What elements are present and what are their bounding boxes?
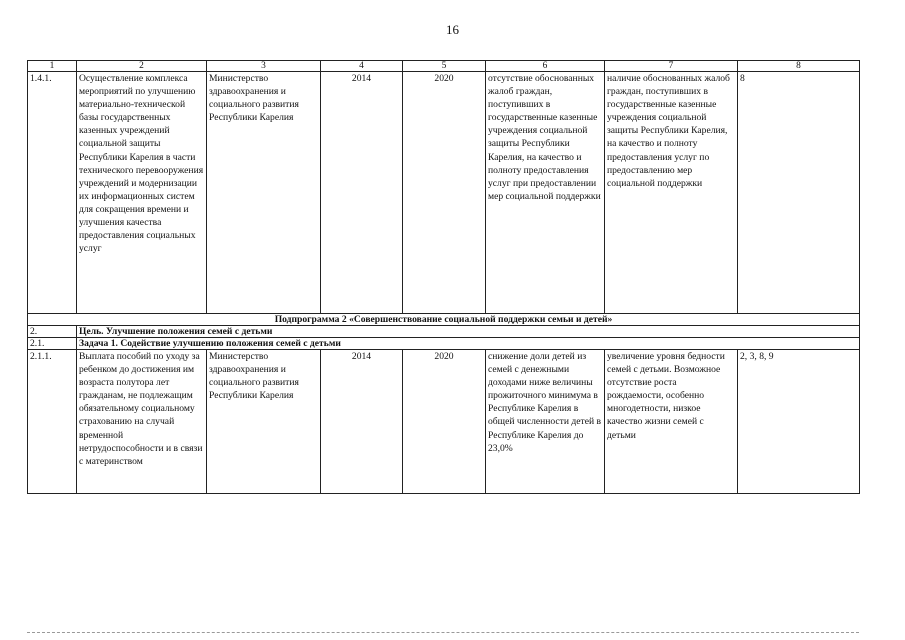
executor: Министерство здравоохранения и социального развития Республики Карелия bbox=[207, 72, 321, 314]
non-implementation-consequence: увеличение уровня бедности семей с детьми. Возможное отсутствие роста рождаемости, особенно многодетности, низкое качество жизни семей с детьми bbox=[605, 350, 738, 494]
page-number: 16 bbox=[446, 22, 459, 37]
header-cell: 5 bbox=[403, 61, 486, 72]
header-row bbox=[28, 61, 860, 72]
expected-result: снижение доли детей из семей с денежными доходами ниже величины прожиточного минимума в Республике Карелия в общей численности детей в Республике Карелия до 23,0% bbox=[486, 350, 605, 494]
goal-text: Цель. Улучшение положения семей с детьми bbox=[77, 326, 860, 338]
table-row-2-1-1 bbox=[28, 350, 860, 494]
expected-result: отсутствие обоснованных жалоб граждан, поступивших в государственные казенные учреждения социальной защиты Республики Карелия, на качество и полноту предоставления услуг при предоставлении мер социальной поддержки bbox=[486, 72, 605, 314]
header-cell: 1 bbox=[28, 61, 77, 72]
goal-number: 2. bbox=[28, 326, 77, 338]
executor: Министерство здравоохранения и социального развития Республики Карелия bbox=[207, 350, 321, 494]
activity-name: Выплата пособий по уходу за ребенком до достижения им возраста полутора лет гражданам, не подлежащим обязательному социальному страхованию на случай временной нетрудоспособности и в связи с материнством bbox=[77, 350, 207, 494]
end-year: 2020 bbox=[403, 350, 486, 494]
header-cell: 6 bbox=[486, 61, 605, 72]
task-row bbox=[28, 338, 860, 350]
table-row-1-4-1 bbox=[28, 72, 860, 314]
end-year: 2020 bbox=[403, 72, 486, 314]
header-cell: 8 bbox=[738, 61, 860, 72]
related-indicators: 8 bbox=[738, 72, 860, 314]
row-number: 1.4.1. bbox=[28, 72, 77, 314]
header-cell: 3 bbox=[207, 61, 321, 72]
header-cell: 4 bbox=[321, 61, 403, 72]
subprogram-row bbox=[28, 314, 860, 326]
task-number: 2.1. bbox=[28, 338, 77, 350]
header-cell: 7 bbox=[605, 61, 738, 72]
non-implementation-consequence: наличие обоснованных жалоб граждан, поступивших в государственные казенные учреждения социальной защиты Республики Карелия, на качество и полноту предоставления услуг по предоставлению мер социальной поддержки bbox=[605, 72, 738, 314]
subprogram-title: Подпрограмма 2 «Совершенствование социальной поддержки семьи и детей» bbox=[28, 314, 860, 326]
goal-row bbox=[28, 326, 860, 338]
row-number: 2.1.1. bbox=[28, 350, 77, 494]
program-table bbox=[27, 60, 860, 494]
task-text: Задача 1. Содействие улучшению положения семей с детьми bbox=[77, 338, 860, 350]
header-cell: 2 bbox=[77, 61, 207, 72]
related-indicators: 2, 3, 8, 9 bbox=[738, 350, 860, 494]
activity-name: Осуществление комплекса мероприятий по улучшению материально-технической базы государственных казенных учреждений социальной защиты Республики Карелия в части технического перевооружения учреждений и модернизации их информационных систем для сокращения времени и улучшения качества предоставления социальных услуг bbox=[77, 72, 207, 314]
start-year: 2014 bbox=[321, 350, 403, 494]
bottom-edge-rule bbox=[27, 632, 859, 633]
start-year: 2014 bbox=[321, 72, 403, 314]
